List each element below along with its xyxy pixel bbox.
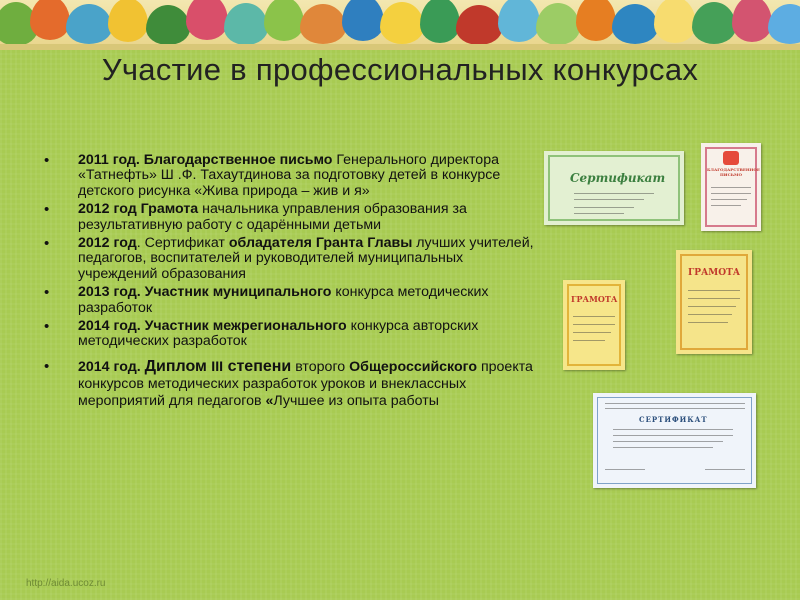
list-item — [44, 202, 536, 233]
bullet-dot: • — [44, 235, 50, 253]
item-text: начальника управления образования за результативную работу с одарёнными детьми — [78, 201, 467, 233]
item-text: конкурса методических разработок — [78, 284, 489, 316]
list-item — [44, 319, 536, 350]
bullet-dot: • — [44, 318, 50, 336]
certificate-image-5 — [593, 393, 756, 488]
decorative-banner — [0, 0, 800, 50]
item-bold-text: III — [211, 358, 224, 375]
item-text: лучших учителей, педагогов, воспитателей и руководителей муниципальных учреждений образования — [78, 235, 534, 282]
item-text: . Сертификат — [136, 235, 229, 252]
footer-url: http://aida.ucoz.ru — [26, 578, 106, 589]
item-text: конкурса авторских методических разработок — [78, 318, 479, 350]
list-item — [44, 236, 536, 282]
item-text: проекта конкурсов методических разработок уроков и внеклассных мероприятий для педагогов — [78, 358, 533, 409]
certificate-image-2 — [701, 143, 761, 231]
certificate-heading: ГРАМОТА — [688, 268, 741, 278]
certificate-heading: БЛАГОДАРСТВЕННОЕ ПИСЬМО — [707, 167, 760, 177]
list-item — [44, 153, 536, 199]
slide-title: Участие в профессиональных конкурсах — [101, 52, 699, 87]
item-large-text: Диплом — [144, 357, 212, 375]
certificate-image-3 — [563, 280, 625, 370]
bullet-dot: • — [44, 357, 50, 375]
item-bold-text: 2012 год — [78, 235, 137, 252]
certificate-heading: СЕРТИФИКАТ — [639, 415, 708, 424]
item-text: второго — [291, 358, 350, 375]
item-bold-text: Общероссийского — [349, 358, 478, 375]
certificate-image-1 — [544, 151, 684, 225]
achievements-list — [44, 153, 536, 413]
item-bold-text: 2011 год. Благодарственное письмо — [78, 152, 333, 168]
bullet-dot: • — [44, 284, 50, 302]
item-text: Лучшее из опыта работы — [273, 392, 439, 409]
item-bold-text: 2014 год. Участник межрегионального — [78, 318, 347, 335]
certificate-image-4 — [676, 250, 752, 354]
item-bold-text: 2013 год. Участник муниципального — [78, 284, 332, 301]
list-item — [44, 358, 536, 410]
list-item — [44, 285, 536, 316]
item-bold-text: обладателя Гранта Главы — [228, 235, 413, 252]
bullet-dot: • — [44, 152, 50, 169]
item-text: Генерального директора «Татнефть» Ш .Ф. Тахаутдинова за подготовку детей в конкурсе детского рисунка «Жива природа – жив и я» — [78, 152, 501, 199]
item-bold-text: 2014 год. — [78, 358, 145, 375]
bullet-dot: • — [44, 201, 50, 219]
certificate-heading: ГРАМОТА — [571, 294, 618, 304]
item-large-text: степени — [223, 357, 292, 375]
item-bold-text: 2012 год Грамота — [78, 201, 199, 218]
item-bold-text: « — [265, 392, 274, 409]
certificate-heading: Сертификат — [570, 171, 666, 185]
